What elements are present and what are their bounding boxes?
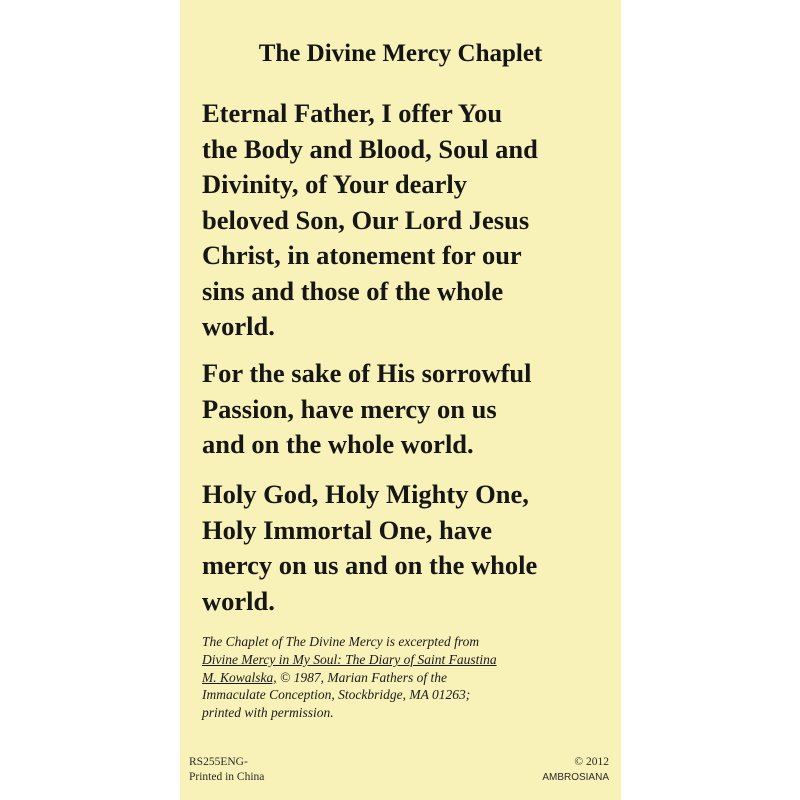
note-copyright: © 1987, Marian Fathers of the bbox=[276, 669, 448, 685]
note-line: The Chaplet of The Divine Mercy is excerpted from bbox=[202, 634, 480, 649]
product-code: RS255ENG- bbox=[189, 756, 248, 768]
note-line: printed with permission. bbox=[202, 705, 334, 721]
prayer-holy-god bbox=[202, 477, 612, 619]
origin-text: Printed in China bbox=[189, 771, 265, 783]
note-line bbox=[202, 651, 602, 669]
prayer-card bbox=[180, 0, 621, 800]
prayer-line: Holy God, Holy Mighty One, bbox=[202, 479, 529, 509]
note-line bbox=[202, 669, 602, 687]
prayer-line: world. bbox=[202, 585, 275, 616]
copyright-year: © 2012 bbox=[574, 756, 609, 768]
note-line: Immaculate Conception, Stockbridge, MA 01263; bbox=[202, 687, 471, 703]
prayer-eternal-father bbox=[202, 96, 612, 345]
book-author: M. Kowalska, bbox=[202, 669, 277, 685]
prayer-line: sins and those of the whole bbox=[202, 275, 504, 306]
prayer-sorrowful-passion bbox=[202, 356, 612, 463]
prayer-line: beloved Son, Our Lord Jesus bbox=[202, 204, 530, 235]
prayer-line: world. bbox=[202, 311, 275, 341]
prayer-line: mercy on us and on the whole bbox=[202, 550, 538, 580]
copyright-note bbox=[202, 633, 602, 722]
prayer-line: Christ, in atonement for our bbox=[202, 240, 522, 270]
prayer-line: the Body and Blood, Soul and bbox=[202, 133, 538, 164]
prayer-line: For the sake of His sorrowful bbox=[202, 358, 532, 388]
prayer-line: Eternal Father, I offer You bbox=[202, 98, 503, 128]
prayer-line: Holy Immortal One, have bbox=[202, 514, 492, 545]
publisher-name: AMBROSIANA bbox=[542, 772, 609, 783]
prayer-line: Passion, have mercy on us bbox=[202, 393, 497, 424]
product-info bbox=[189, 755, 264, 785]
book-title: Divine Mercy in My Soul: The Diary of Saint Faustina bbox=[202, 651, 497, 667]
card-title: The Divine Mercy Chaplet bbox=[258, 40, 543, 67]
prayer-line: and on the whole world. bbox=[202, 429, 474, 459]
prayer-line: Divinity, of Your dearly bbox=[202, 169, 468, 199]
publisher-info bbox=[542, 755, 609, 785]
